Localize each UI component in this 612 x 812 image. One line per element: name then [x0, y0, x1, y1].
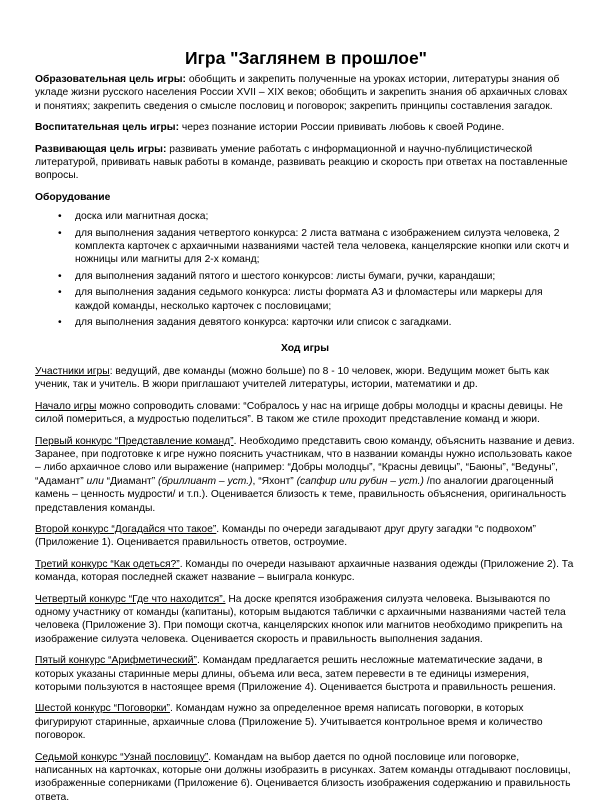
start-text: можно сопроводить словами: “Собралось у нас на игрище добры молодцы и красны девицы. Не силой помериться, а мудростью поделиться”. В таком же стиле проходит представление команд и жюри. — [35, 400, 563, 426]
contest-text: . Командам на выбор дается по одной пословице или поговорке, написанных на карточках, которые они должны изобразить в рисунках. Затем команды отгадывают пословицы, изображенные соперниками (Приложение 6). Оценивается близость изображения содержанию и правильность ответа. — [35, 751, 571, 803]
contest-text: , “Яхонт” — [252, 475, 297, 487]
contest-text: “Диамант” — [103, 475, 159, 487]
contest-text: . Командам предлагается решить несложные математические задачи, в которых указаны старинные меры длины, объема или веса, затем перевести в те единицы измерения, которыми пользуются в настоящее время (Приложение 4). Оценивается быстрота и правильность решения. — [35, 655, 556, 694]
goal-developing — [35, 143, 575, 183]
contest-text: . Команды по очереди загадывают друг другу загадки “с подвохом” (Приложение 1). Оценивается правильность ответов, остроумие. — [35, 523, 536, 549]
goal-text: обобщить и закрепить полученные на уроках истории, литературы знания об укладе жизни русского населения России XVII – XIX веков; обобщить и закрепить знания об архаичных словах и понятиях; закрепить сведения о смысле пословиц и поговорок; закрепить принципы составления загадок. — [35, 74, 568, 112]
equipment-list — [35, 210, 575, 329]
goal-label: Развивающая цель игры: — [35, 143, 167, 155]
list-item: • для выполнения задания седьмого конкурса: листы формата А3 и фломастеры или маркеры для каждой команды, несколько карточек с пословицами; — [75, 286, 575, 313]
list-item: • доска или магнитная доска; — [75, 210, 575, 223]
goal-educational — [35, 73, 575, 113]
list-item: • для выполнения задания четвертого конкурса: 2 листа ватмана с изображением силуэта человека, 2 комплекта карточек с архаичными названиями частей тела человека, канцелярские кнопки или скотч и ножницы или магниты для 2-х команд; — [75, 227, 575, 267]
participants-paragraph — [35, 365, 575, 392]
equipment-heading: Оборудование — [35, 191, 111, 203]
contest-4-paragraph — [35, 593, 575, 647]
contest-text: . Необходимо представить свою команду, объяснить название и девиз. Заранее, при подготовке к игре нужно пояснить участникам, что в названии команды нужно использовать какое – либо архаичное слово или выражение (например: “Добры молодцы”, “Красны девицы”, “Баюны”, “Ведуны”, “Адамант” — [35, 435, 575, 487]
contest-label: Первый конкурс “Представление команд” — [35, 435, 234, 447]
contest-7-paragraph — [35, 751, 575, 805]
list-item: • для выполнения задания девятого конкурса: карточки или список с загадками. — [75, 316, 575, 329]
contest-label: Второй конкурс “Догадайся что такое” — [35, 523, 217, 535]
start-label: Начало игры — [35, 400, 97, 412]
contest-3-paragraph — [35, 558, 575, 585]
document-title: Игра "Заглянем в прошлое" — [185, 48, 427, 68]
contest-text: /по аналогии драгоценный камень – ценность мудрости/ и т.п.). Оценивается близость к теме, правильность объяснения, оригинальность представления команды. — [35, 475, 567, 514]
contest-italic: (сапфир или рубин – уст.) — [296, 475, 424, 487]
contest-label: Шестой конкурс “Поговорки” — [35, 703, 170, 715]
participants-label: Участники игры — [35, 365, 110, 377]
contest-text: . Команды по очереди называют архаичные названия одежды (Приложение 2). Та команда, которая последней скажет название – выиграла конкурс. — [35, 558, 574, 584]
contest-label: Седьмой конкурс “Узнай пословицу” — [35, 751, 209, 763]
goal-upbringing — [35, 121, 575, 134]
goal-label: Образовательная цель игры: — [35, 74, 186, 85]
contest-label: Третий конкурс “Как одеться?” — [35, 558, 180, 570]
contest-1-paragraph — [35, 435, 575, 515]
participants-text: : ведущий, две команды (можно больше) по 8 - 10 человек, жюри. Ведущим может быть как ученик, так и учитель. В жюри приглашают учителей литературы, истории, математики и др. — [35, 365, 550, 391]
contest-label: Четвертый конкурс “Где что находится”. — [35, 593, 226, 605]
start-paragraph — [35, 400, 575, 427]
course-heading: Ход игры — [281, 342, 329, 354]
contest-text: На доске крепятся изображения силуэта человека. Вызываются по одному участнику от команды (капитаны), которым выдаются таблички с архаичными названиями частей тела человека (Приложение 3). При помощи скотча, канцелярских кнопок или магнитов необходимо прикрепить на изображение силуэта человека. Оценивается скорость и правильность выполнения задания. — [35, 593, 566, 645]
goal-text: через познание истории России прививать любовь к своей Родине. — [179, 122, 505, 134]
contest-italic: (бриллиант – уст.) — [158, 475, 253, 487]
contest-2-paragraph — [35, 523, 575, 550]
contest-italic: или — [86, 475, 104, 487]
contest-text: . Командам нужно за определенное время написать поговорки, в которых фигурируют старинные, архаичные слова (Приложение 5). Учитывается контрольное время и количество поговорок. — [35, 703, 543, 742]
list-item: • для выполнения заданий пятого и шестого конкурсов: листы бумаги, ручки, карандаши; — [75, 270, 575, 283]
goal-label: Воспитательная цель игры: — [35, 122, 180, 134]
contest-label: Пятый конкурс “Арифметический” — [35, 655, 197, 667]
document-body — [35, 73, 575, 812]
contest-6-paragraph — [35, 702, 575, 742]
goal-text: развивать умение работать с информационной и научно-публицистической литературой, прививать навык работы в команде, развивать реакцию и скорость при ответах на поставленные вопросы. — [35, 143, 568, 182]
contest-5-paragraph — [35, 654, 575, 694]
